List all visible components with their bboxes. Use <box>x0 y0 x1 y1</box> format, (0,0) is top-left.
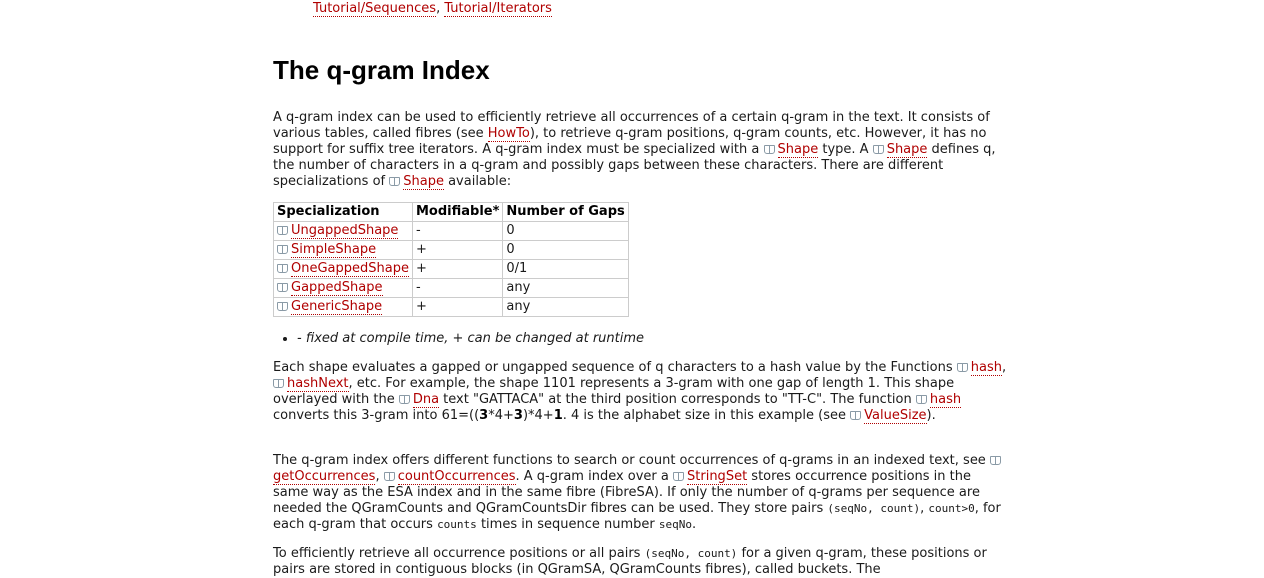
text: , for each q-gram that occurs <box>273 501 1001 532</box>
nav-link-sequences[interactable]: Tutorial/Sequences <box>313 1 437 16</box>
table-cell: + <box>412 298 502 317</box>
book-icon <box>873 145 884 154</box>
table-cell <box>274 260 413 279</box>
shape-link[interactable]: Shape <box>403 174 444 189</box>
text: The q-gram index offers different functions to search or count occurrences of q-grams in an indexed text, see <box>273 453 990 468</box>
search-functions-paragraph <box>273 453 1008 533</box>
simpleshape-link[interactable]: SimpleShape <box>291 242 377 257</box>
book-icon <box>764 145 775 154</box>
book-icon <box>957 363 968 372</box>
ungappedshape-link[interactable]: UngappedShape <box>291 223 399 238</box>
bold-digit: 3 <box>479 408 489 423</box>
table-cell: 0 <box>503 241 628 260</box>
book-icon <box>277 264 288 273</box>
table-cell: + <box>412 260 502 279</box>
text: . <box>691 517 697 532</box>
bold-digit: 1 <box>553 408 563 423</box>
book-icon <box>277 283 288 292</box>
table-cell: 0/1 <box>503 260 628 279</box>
book-icon <box>850 411 861 420</box>
text: A q-gram index can be used to efficiently retrieve all occurrences of a certain q-gram in the text. It consists of various tables, called fibres (see <box>273 110 990 141</box>
table-row <box>274 241 629 260</box>
book-icon <box>916 395 927 404</box>
table-row <box>274 279 629 298</box>
text: type. A <box>818 142 873 157</box>
book-icon <box>277 226 288 235</box>
text: stores occurrence positions in the same way as the ESA index and in the same fibre (FibreSA). If only the number of q-grams per sequence are needed the QGramCounts and QGramCountsDir fibres can be used. They store pairs <box>273 469 980 516</box>
text: available: <box>443 174 512 189</box>
column-header: Specialization <box>274 203 413 222</box>
table-cell: any <box>503 279 628 298</box>
book-icon <box>277 245 288 254</box>
text: , <box>920 501 929 516</box>
table-cell <box>274 241 413 260</box>
text: *4+ <box>488 408 514 423</box>
code-span: seqNo <box>658 518 692 531</box>
table-cell: - <box>412 279 502 298</box>
stringset-link[interactable]: StringSet <box>687 469 748 484</box>
countoccurrences-link[interactable]: countOccurrences <box>397 469 516 484</box>
text: text "GATTACA" at the third position corresponds to "TT-C". The function <box>439 392 916 407</box>
text: ). <box>926 408 936 423</box>
column-header: Modifiable* <box>412 203 502 222</box>
text: , <box>1001 360 1007 375</box>
valuesize-link[interactable]: ValueSize <box>864 408 927 423</box>
book-icon <box>277 302 288 311</box>
table-header-row <box>274 203 629 222</box>
book-icon <box>384 472 395 481</box>
nav-separator: , <box>436 1 445 16</box>
table-cell <box>274 298 413 317</box>
intro-paragraph <box>273 110 1008 190</box>
table-cell: + <box>412 241 502 260</box>
gappedshape-link[interactable]: GappedShape <box>291 280 383 295</box>
howto-link[interactable]: HowTo <box>487 126 530 141</box>
text: for a given q-gram, these positions or pairs are stored in contiguous blocks (in QGramSA, QGramCounts fibres), called buckets. The <box>273 546 987 577</box>
text: times in sequence number <box>476 517 659 532</box>
nav-link-iterators[interactable]: Tutorial/Iterators <box>444 1 552 16</box>
shape-link[interactable]: Shape <box>886 142 928 157</box>
genericshape-link[interactable]: GenericShape <box>291 299 383 314</box>
text: ), to retrieve q-gram positions, q-gram counts, etc. However, it has no support for suffix tree iterators. A q-gram index must be specialized with a <box>273 126 987 157</box>
specialization-table <box>273 202 629 317</box>
table-cell: - <box>412 222 502 241</box>
text: )*4+ <box>522 408 554 423</box>
onegappedshape-link[interactable]: OneGappedShape <box>291 261 409 276</box>
table-cell <box>274 222 413 241</box>
footnote-item: • - fixed at compile time, + can be changed at runtime <box>297 330 644 347</box>
book-icon <box>673 472 684 481</box>
table-cell: any <box>503 298 628 317</box>
hash-link[interactable]: hash <box>970 360 1002 375</box>
footnote-list <box>273 330 644 347</box>
text: defines q, the number of characters in a q-gram and possibly gaps between these characters. There are different specializations of <box>273 142 996 189</box>
book-icon <box>389 177 400 186</box>
text: Each shape evaluates a gapped or ungapped sequence of q characters to a hash value by the Functions <box>273 360 957 375</box>
text: , <box>375 469 384 484</box>
text: . 4 is the alphabet size in this example (see <box>562 408 851 423</box>
shape-hash-paragraph <box>273 360 1008 424</box>
hashnext-link[interactable]: hashNext <box>287 376 349 391</box>
code-span: count>0 <box>928 502 975 515</box>
page-title: The q-gram Index <box>273 55 490 85</box>
book-icon <box>273 379 284 388</box>
column-header: Number of Gaps <box>503 203 628 222</box>
text: converts this 3-gram into 61=(( <box>273 408 480 423</box>
buckets-paragraph <box>273 546 1008 578</box>
shape-link[interactable]: Shape <box>777 142 819 157</box>
top-navigation <box>313 0 552 17</box>
table-row <box>274 298 629 317</box>
text: , etc. For example, the shape 1101 represents a 3-gram with one gap of length 1. This shape overlayed with the <box>273 376 955 407</box>
getoccurrences-link[interactable]: getOccurrences <box>273 469 376 484</box>
code-span: (seqNo, count) <box>644 547 738 560</box>
table-row <box>274 222 629 241</box>
table-row <box>274 260 629 279</box>
code-span: counts <box>437 518 477 531</box>
text: To efficiently retrieve all occurrence positions or all pairs <box>273 546 645 561</box>
book-icon <box>990 456 1001 465</box>
text: . A q-gram index over a <box>515 469 674 484</box>
table-cell: 0 <box>503 222 628 241</box>
hash-link[interactable]: hash <box>929 392 962 407</box>
bold-digit: 3 <box>513 408 523 423</box>
book-icon <box>399 395 410 404</box>
code-span: (seqNo, count) <box>827 502 921 515</box>
dna-link[interactable]: Dna <box>412 392 440 407</box>
table-cell <box>274 279 413 298</box>
